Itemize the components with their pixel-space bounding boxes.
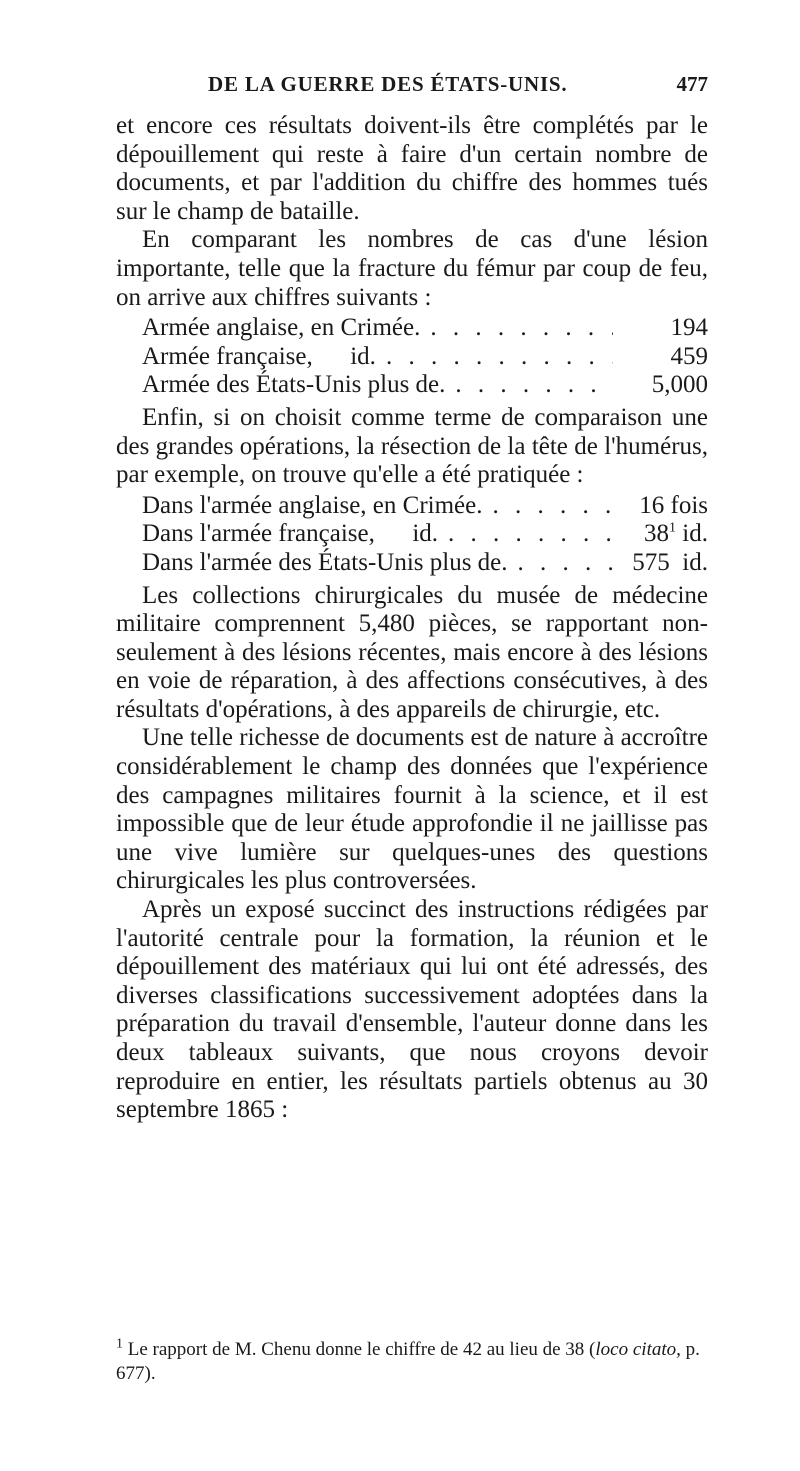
row-label: Armée française, id. [142, 342, 376, 370]
row-value-with-note [613, 520, 708, 549]
dot-leader [376, 343, 613, 372]
body-text [116, 112, 708, 1125]
table-row [142, 520, 708, 549]
table-row [142, 549, 708, 578]
row-label: Dans l'armée française, id. [142, 520, 439, 548]
table-row [142, 371, 708, 400]
humerus-resection-table [142, 492, 708, 578]
row-value: 575 id. [632, 548, 708, 576]
paragraph-resection-intro: Enfin, si on choisit comme terme de comparaison une des grandes opérations, la résection de la tête de l'humérus, par exemple, on trouve qu'elle a été pratiquée : [116, 403, 708, 489]
row-value: 16 fois [639, 491, 708, 519]
paragraph-continuation: et encore ces résultats doivent-ils être complétés par le dépouillement qui reste à faire d'un certain nombre de documents, et par l'addition du chiffre des hommes tués sur le champ de bataille. [116, 112, 708, 225]
row-label: Armée anglaise, en Crimée. [142, 314, 421, 342]
row-label: Armée des États-Unis plus de. [142, 371, 446, 399]
row-value: 459 [670, 342, 708, 370]
dot-leader [445, 371, 613, 400]
paragraph-richness: Une telle richesse de documents est de nature à accroître considérablement le champ des données que l'expérience des campagnes militaires fournit à la science, et il est impossible que de leur étude approfondie il ne jaillisse pas une vive lumière sur quelques-unes des questions chirurgicales les plus controversées. [116, 724, 708, 895]
dot-leader [438, 520, 613, 549]
dot-leader [508, 549, 613, 578]
running-title: DE LA GUERRE DES ÉTATS-UNIS. [208, 72, 568, 96]
footnote [116, 1338, 710, 1386]
row-value: 38 [644, 520, 670, 548]
paragraph-summary: Après un exposé succinct des instructions rédigées par l'autorité centrale pour la formation, la réunion et le dépouillement des matériaux qui lui ont été adressés, des diverses classifications successivement adoptées dans la préparation du travail d'ensemble, l'auteur donne dans les deux tableaux suivants, que nous croyons devoir reproduire en entier, les résultats partiels obtenus au 30 septembre 1865 : [116, 896, 708, 1124]
paragraph-collections: Les collections chirurgicales du musée de médecine militaire comprennent 5,480 pièces, se rapportant non-seulement à des lésions récentes, mais encore à des lésions en voie de réparation, à des affections consécutives, à des résultats d'opérations, à des appareils de chirurgie, etc. [116, 581, 708, 723]
table-row [142, 492, 708, 521]
footnote-text-before: Le rapport de M. Chenu donne le chiffre de 42 au lieu de 38 ( [127, 1339, 596, 1360]
footnote-citation: loco citato, [595, 1339, 681, 1360]
row-value-suffix: id. [676, 520, 708, 548]
row-value: 194 [670, 314, 708, 342]
row-value: 5,000 [651, 371, 708, 399]
table-row [142, 343, 708, 372]
footnote-text-after: p. 677). [116, 1339, 700, 1384]
table-row [142, 314, 708, 343]
page-number: 477 [676, 72, 708, 96]
row-label: Dans l'armée des États-Unis plus de. [142, 548, 508, 576]
paragraph-femur-intro: En comparant les nombres de cas d'une lésion importante, telle que la fracture du fémur par coup de feu, on arrive aux chiffres suivants : [116, 226, 708, 311]
page-header [118, 66, 708, 106]
femur-fracture-table [142, 314, 708, 400]
footnote-marker: 1 [116, 1336, 123, 1352]
dot-leader [420, 314, 613, 343]
row-label: Dans l'armée anglaise, en Crimée. [142, 491, 483, 519]
footnote-reference: 1 [669, 520, 677, 536]
dot-leader [482, 492, 613, 521]
